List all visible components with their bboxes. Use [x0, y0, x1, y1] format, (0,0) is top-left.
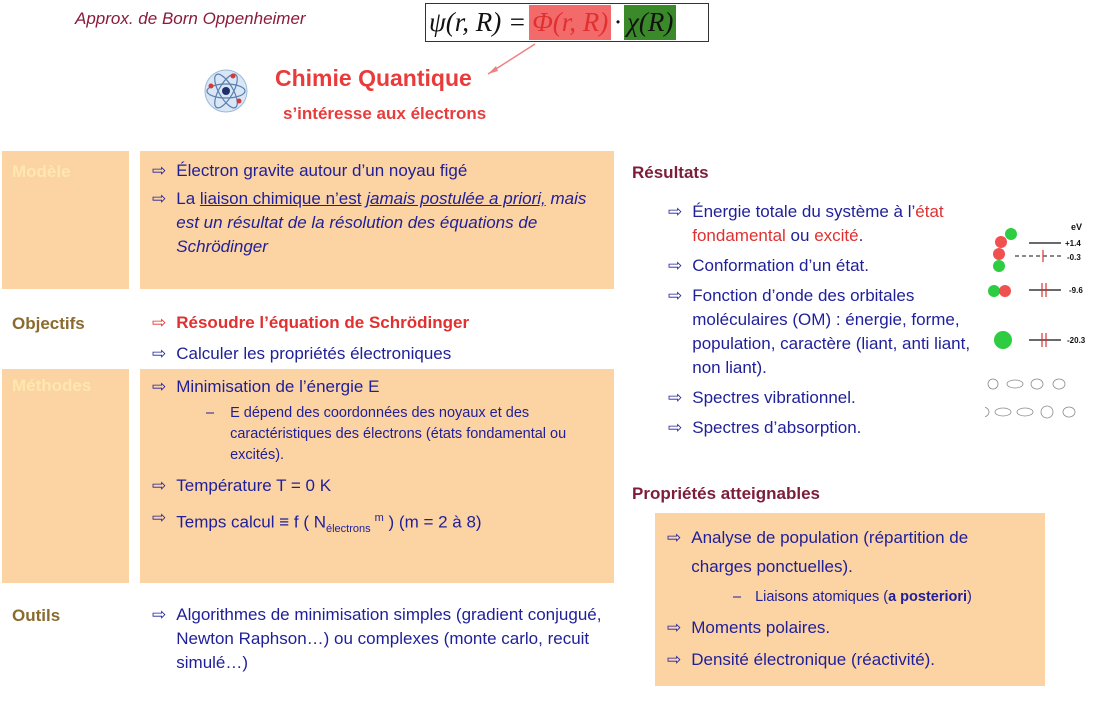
arrow-icon: ⇨ [152, 313, 167, 332]
level-1: +1.4 [1065, 239, 1081, 248]
list-item [668, 254, 988, 278]
modele-label: Modèle [12, 162, 71, 181]
list-item [668, 200, 988, 248]
resultats-item-3: Fonction d’onde des orbitales moléculaires (OM) : énergie, forme, population, caractère (liant, anti liant, non liant). [692, 286, 971, 377]
methodes-item-3: Temps calcul ≡ f ( $N_{électrons}^m$ ) (m = 2 à 8) [176, 512, 482, 536]
sub-item [140, 399, 614, 466]
outils-item: Algorithmes de minimisation simples (gradient conjugué, Newton Raphson…) ou complexes (monte carlo, recuit simulé…) [176, 605, 602, 672]
arrow-icon: ⇨ [152, 605, 167, 624]
list-item [655, 608, 1045, 640]
objectifs-list [152, 311, 612, 366]
outils-label: Outils [12, 606, 61, 625]
arrow-icon: ⇨ [152, 161, 167, 180]
methodes-sub-1: E dépend des coordonnées des noyaux et des caractéristiques des électrons (états fondamental ou excités). [230, 405, 567, 463]
arrow-icon: ⇨ [152, 508, 167, 527]
arrow-icon: ⇨ [152, 476, 167, 495]
proprietes-box [655, 513, 1045, 686]
proprietes-item-1: Analyse de population (répartition de charges ponctuelles). [691, 528, 969, 576]
page-subtitle: s’intéresse aux électrons [283, 104, 487, 123]
objectifs-label: Objectifs [12, 314, 85, 333]
arrow-icon: ⇨ [668, 418, 683, 437]
formula-chi: χ(R) [624, 5, 676, 40]
list-item [140, 183, 614, 259]
list-item [668, 284, 988, 380]
diagram-unit: eV [1071, 222, 1083, 232]
proprietes-item-2: Moments polaires. [691, 618, 831, 637]
proprietes-sub: Liaisons atomiques (a posteriori) [755, 589, 972, 605]
arrow-icon: ⇨ [152, 377, 167, 396]
arrow-icon: ⇨ [152, 189, 167, 208]
modele-item-1: Électron gravite autour d’un noyau figé [176, 161, 468, 180]
arrow-icon: ⇨ [668, 256, 683, 275]
arrow-icon: ⇨ [667, 650, 682, 669]
modele-content-box [140, 151, 614, 289]
arrow-icon: ⇨ [667, 528, 682, 547]
level-4: -20.3 [1067, 336, 1086, 345]
list-item [140, 466, 614, 498]
list-item [152, 603, 612, 675]
formula-phi: Φ(r, R) [529, 5, 611, 40]
list-item [140, 369, 614, 399]
level-2: -0.3 [1067, 253, 1081, 262]
sub-item [655, 581, 1045, 608]
objectifs-item-1: Résoudre l’équation de Schrödinger [176, 313, 470, 332]
methodes-label-box [2, 369, 129, 583]
methodes-content-box [140, 369, 614, 583]
arrow-icon: ⇨ [152, 344, 167, 363]
methodes-item-1: Minimisation de l’énergie E [176, 377, 380, 396]
dash-icon: – [206, 405, 215, 421]
formula-dot: · [614, 7, 622, 37]
resultats-item-5: Spectres d’absorption. [692, 418, 862, 437]
atom-icon [203, 68, 249, 114]
arrow-icon: ⇨ [668, 202, 683, 221]
list-item [668, 386, 988, 410]
formula-psi: ψ(r, R) = [429, 7, 527, 37]
arrow-icon: ⇨ [668, 286, 683, 305]
born-oppenheimer-formula [425, 3, 709, 42]
resultats-list [668, 200, 988, 440]
arrow-icon: ⇨ [667, 618, 682, 637]
list-item [152, 311, 612, 335]
proprietes-heading: Propriétés atteignables [632, 484, 821, 503]
modele-label-box [2, 151, 129, 289]
proprietes-item-3: Densité électronique (réactivité). [691, 650, 936, 669]
orbital-diagram [985, 218, 1105, 446]
list-item [152, 342, 612, 366]
methodes-item-2: Température T = 0 K [176, 476, 332, 495]
resultats-heading: Résultats [632, 163, 709, 182]
modele-item-2: La liaison chimique n’est jamais postulée a priori, mais est un résultat de la résolution des équations de Schrödinger [176, 189, 587, 256]
list-item [655, 640, 1045, 672]
dash-icon: – [733, 589, 742, 605]
resultats-item-2: Conformation d’un état. [692, 256, 869, 275]
resultats-item-4: Spectres vibrationnel. [692, 388, 856, 407]
list-item [655, 513, 1045, 581]
level-3: -9.6 [1069, 286, 1083, 295]
approx-label: Approx. de Born Oppenheimer [75, 9, 306, 28]
objectifs-item-2: Calculer les propriétés électroniques [176, 344, 452, 363]
list-item [668, 416, 988, 440]
resultats-item-1: Énergie totale du système à l’état fondamental ou excité. [692, 202, 944, 245]
page-title: Chimie Quantique [275, 65, 472, 91]
arrow-icon: ⇨ [668, 388, 683, 407]
methodes-label: Méthodes [12, 376, 92, 395]
list-item [140, 151, 614, 183]
list-item [140, 498, 614, 541]
